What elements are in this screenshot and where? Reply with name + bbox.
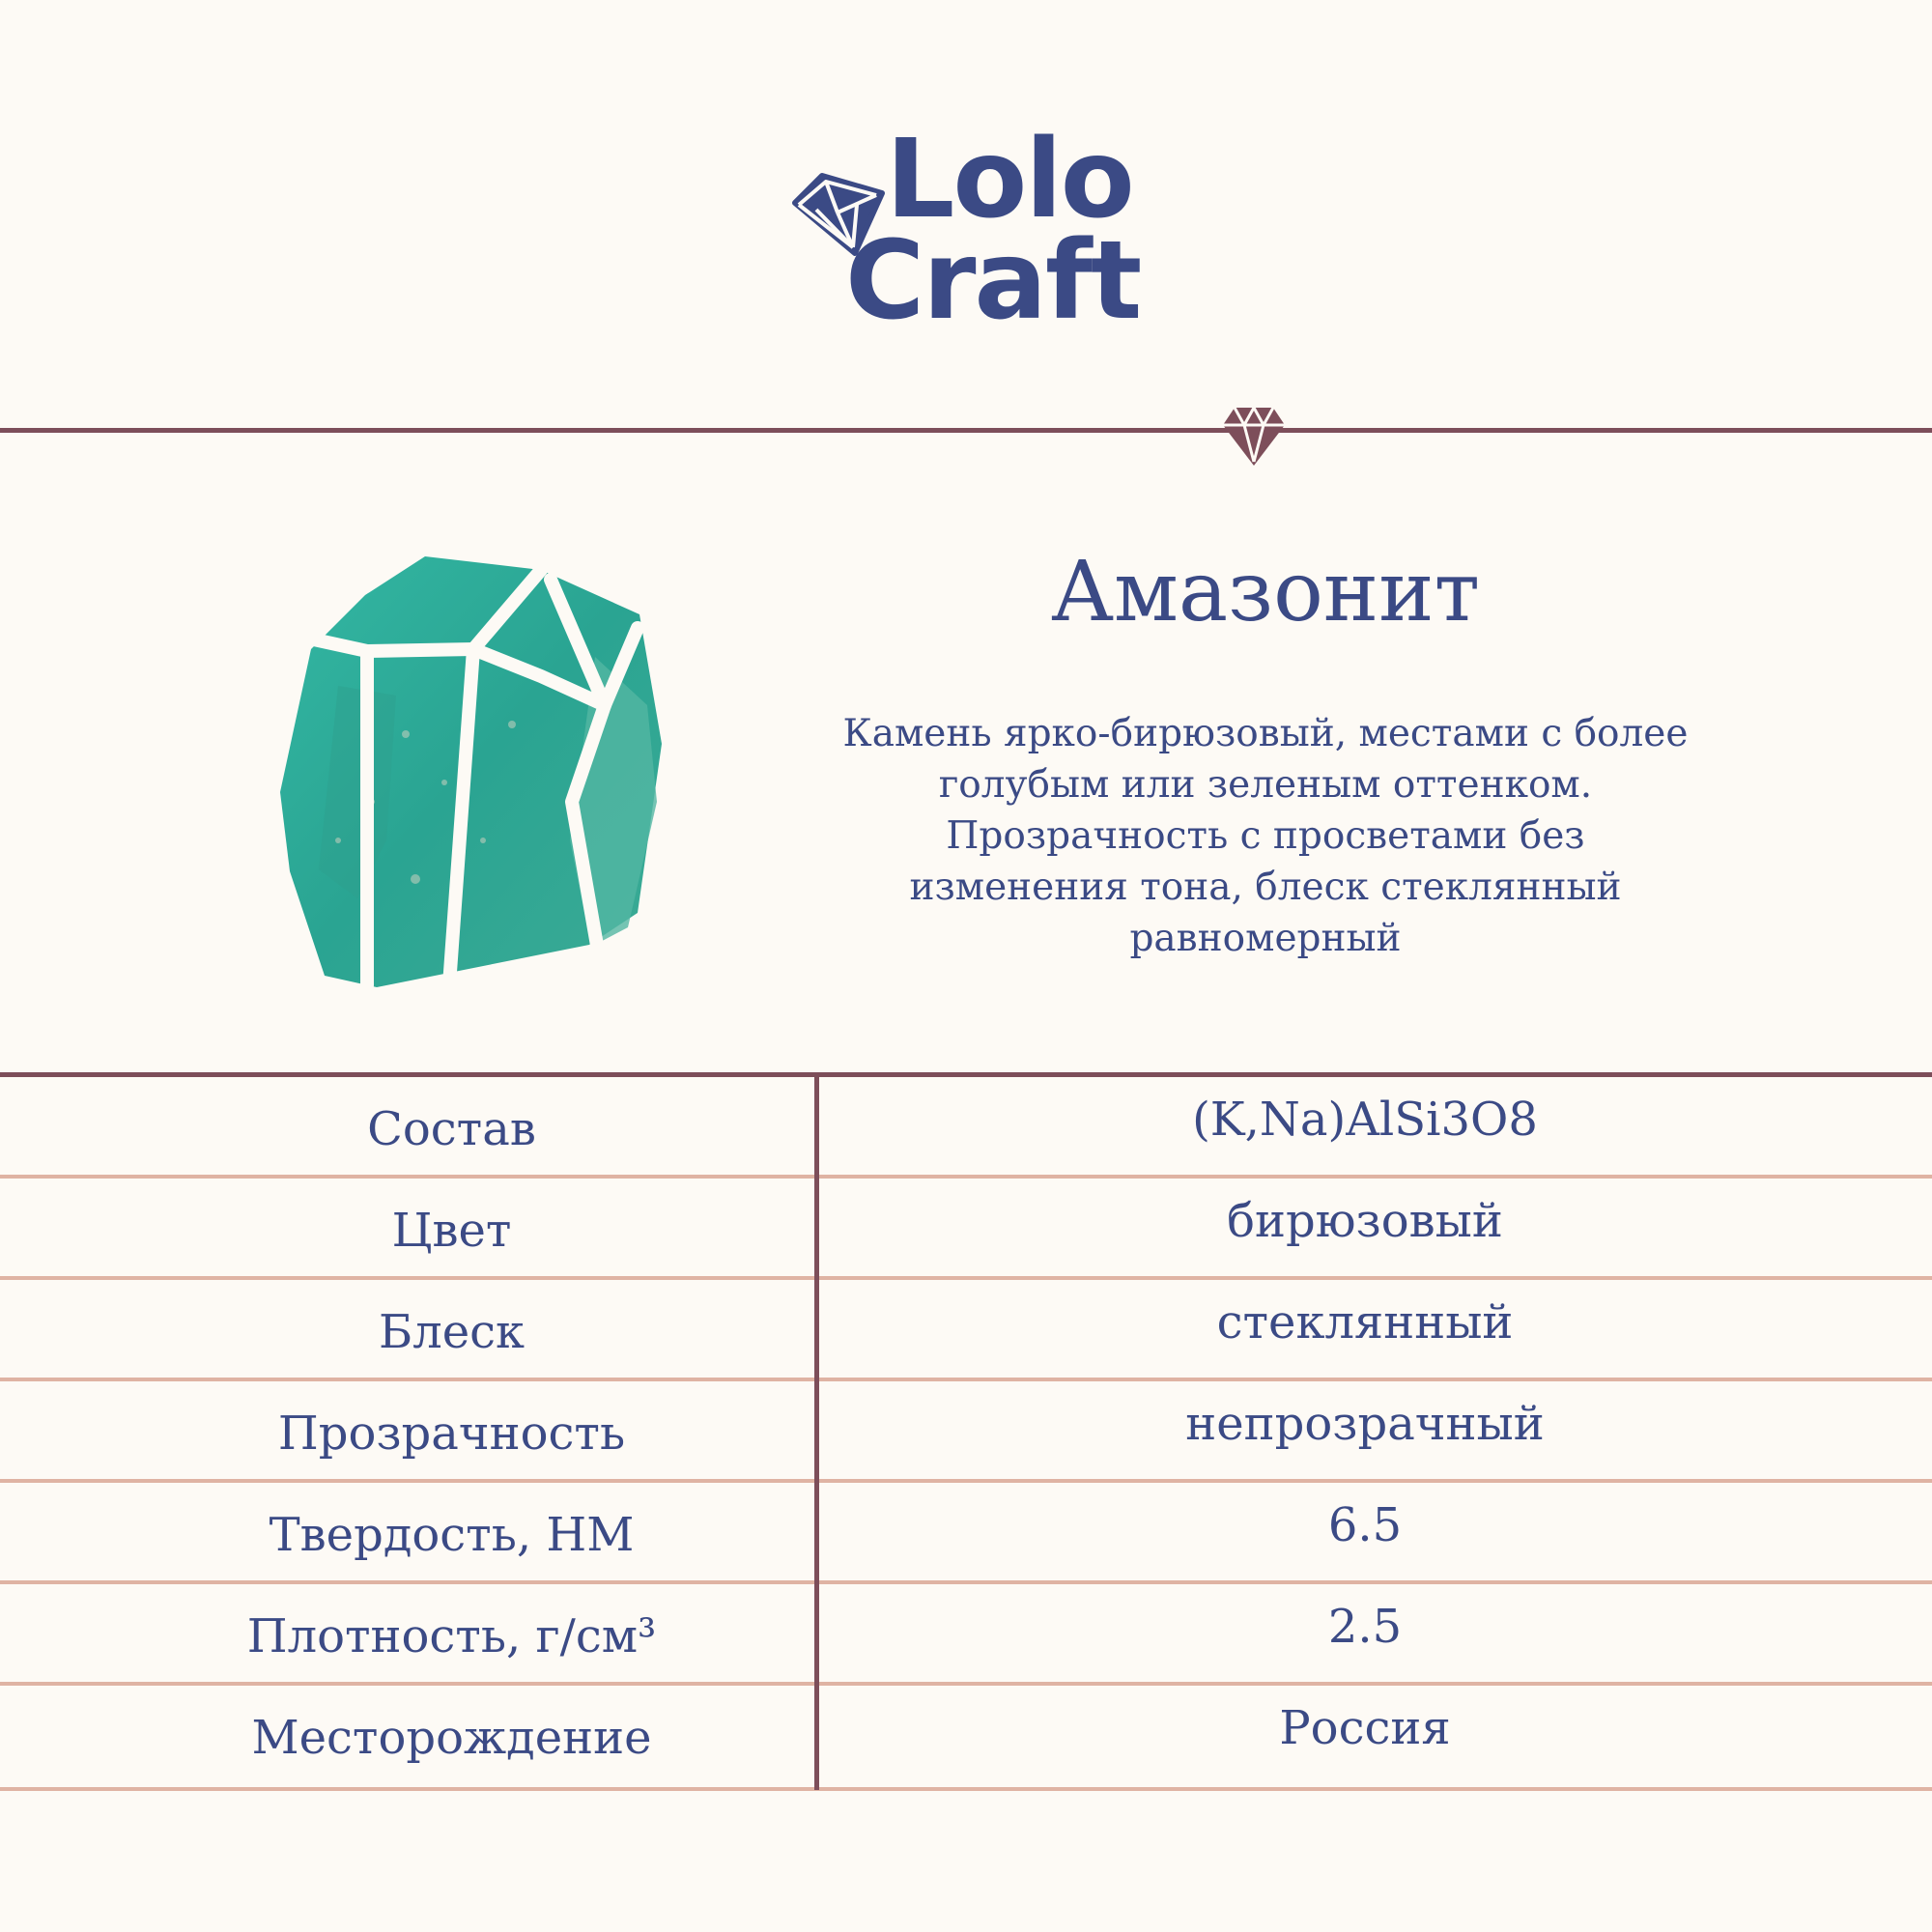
property-value: 2.5: [1327, 1600, 1403, 1654]
property-value: (K,Na)AlSi3O8: [1192, 1093, 1538, 1147]
property-label: Плотность, г/см³: [246, 1609, 657, 1663]
table-row: [0, 1179, 1932, 1280]
table-row: [0, 1686, 1932, 1791]
property-label: Блеск: [378, 1305, 526, 1359]
property-value: бирюзовый: [1227, 1194, 1503, 1248]
stone-illustration: [280, 551, 667, 995]
description-line: Камень ярко-бирюзовый, местами с более: [842, 712, 1689, 755]
property-label: Прозрачность: [277, 1406, 626, 1461]
property-label: Состав: [367, 1102, 536, 1156]
property-value: непрозрачный: [1185, 1397, 1545, 1451]
table-row: [0, 1077, 1932, 1179]
property-value: 6.5: [1327, 1498, 1403, 1552]
property-label: Твердость, НМ: [269, 1508, 635, 1562]
description-line: голубым или зеленым оттенком.: [938, 763, 1593, 807]
property-value: Россия: [1279, 1701, 1451, 1755]
table-row: [0, 1483, 1932, 1584]
property-value: стеклянный: [1216, 1295, 1514, 1350]
table-row: [0, 1381, 1932, 1483]
properties-table: [0, 1077, 1932, 1791]
brand-logo: [787, 116, 1154, 344]
table-row: [0, 1584, 1932, 1686]
stone-title: Амазонит: [1050, 544, 1481, 640]
diamond-ornament-icon: [1219, 402, 1289, 469]
table-row: [0, 1280, 1932, 1381]
brand-name-line2: Craft: [845, 218, 1141, 344]
description-line: равномерный: [1129, 917, 1402, 960]
stone-description: [802, 708, 1729, 964]
property-label: Месторождение: [251, 1711, 652, 1765]
brand-name-line1: Lolo: [886, 117, 1133, 242]
property-label: Цвет: [391, 1204, 512, 1258]
header-divider: [0, 428, 1932, 433]
description-line: Прозрачность с просветами без: [946, 814, 1585, 858]
table-column-divider: [814, 1075, 819, 1790]
description-line: изменения тона, блеск стеклянный: [909, 866, 1622, 909]
